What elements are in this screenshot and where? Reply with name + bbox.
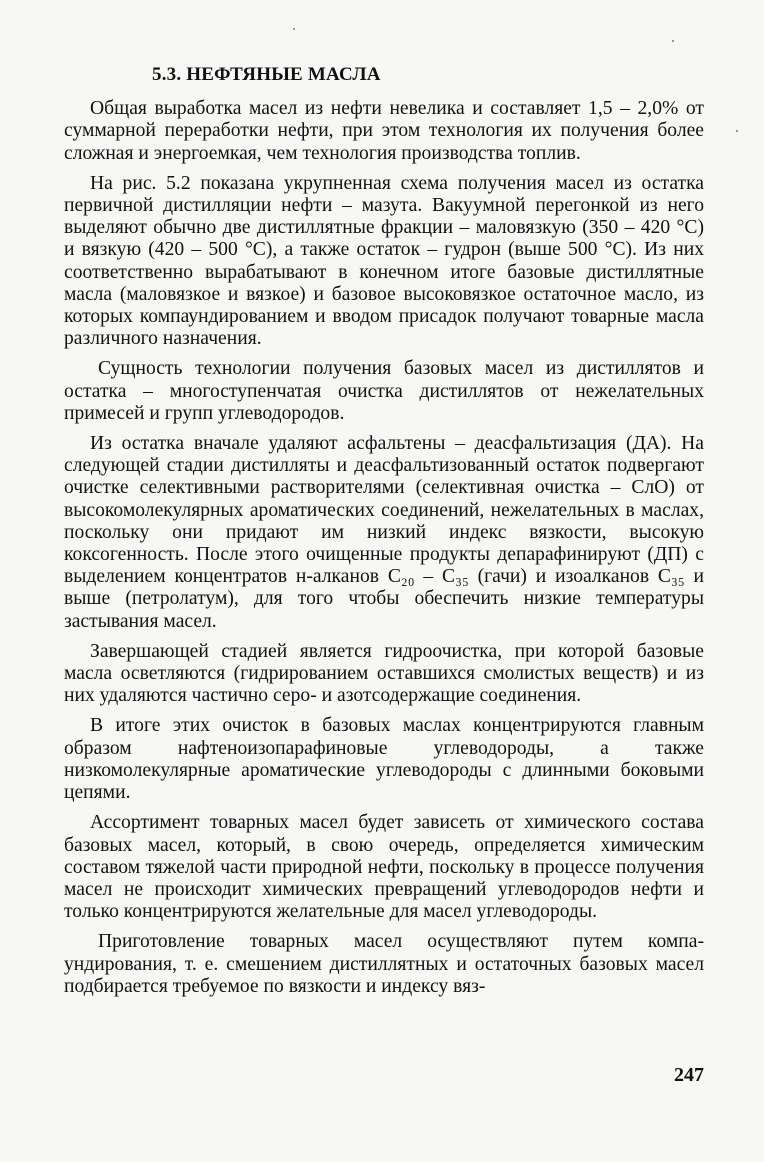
paragraph-1: Общая выработка масел из нефти невелика и составляет 1,5 – 2,0% от суммарной переработки нефти, при этом технология их получения более сложная и энергоемкая, чем технология производства топлив. xyxy=(64,98,704,164)
page-number: 247 xyxy=(674,1064,704,1086)
paragraph-2: На рис. 5.2 показана укрупненная схема получения масел из остатка первичной дистилляции нефти – мазута. Вакуумной перегонкой из него выделяют обычно две дистиллятные фракции – маловязкую (350 – 420 °С) и вязкую (420 – 500 °С), а также остаток – гудрон (выше 500 °С). Из них соответственно вырабатывают в конечном итоге базовые дистиллятные масла (маловязкое и вязкое) и базовое высоковязкое остаточное масло, из которых компаундированием и вводом присадок получают товарные масла различного назначения. xyxy=(64,172,704,350)
paragraph-6: В итоге этих очисток в базовых маслах концентрируются главным образом нафтеноизопарафиновые углеводороды, а также низкомолекулярные ароматические углеводороды с длинными боковыми цепями. xyxy=(64,715,704,804)
paragraph-3: Сущность технологии получения базовых масел из дистиллятов и остатка – многоступенчатая очистка дистиллятов от нежeлательных примесей и групп углеводородов. xyxy=(64,358,704,424)
book-page xyxy=(64,64,704,1124)
print-speck xyxy=(672,40,674,42)
paragraph-4: Из остатка вначале удаляют асфальтены – деасфальтизация (ДА). На следующей стадии дистилляты и деасфальтизованный остаток подвергают очистке селективными растворителями (селективная очистка – СлО) от высокомолекулярных ароматических соединений, нежелательных в маслах, поскольку они придают им низкий индекс вязкости, высокую коксогенность. После этого очищенные продукты депарафинируют (ДП) с выделением концентратов н-алканов C₂₀ – C₃₅ (гачи) и изоалканов C₃₅ и выше (петролатум), для того чтобы обеспечить низкие температуры застывания масел. xyxy=(64,433,704,632)
print-speck xyxy=(736,130,738,132)
paragraph-8: Приготовление товарных масел осуществляют путем компаундирования, т. е. смешением дистиллятных и остаточных базовых масел подбирается требуемое по вязкости и индексу вяз- xyxy=(64,931,704,997)
print-speck xyxy=(293,28,295,30)
section-title: 5.3. НЕФТЯНЫЕ МАСЛА xyxy=(152,64,381,85)
paragraph-5: Завершающей стадией является гидроочистка, при которой базовые масла осветляются (гидрированием оставшихся смолистых веществ) и из них удаляются частично серо- и азотсодержащие соединения. xyxy=(64,640,704,707)
paragraph-7: Ассортимент товарных масел будет зависеть от химического состава базовых масел, который, в свою очередь, определяется химическим составом тяжелой части природной нефти, поскольку в процессе получения масел не происходит химических превращений углеводородов нефти и только концентрируются желательные для масел углеводороды. xyxy=(64,812,704,923)
